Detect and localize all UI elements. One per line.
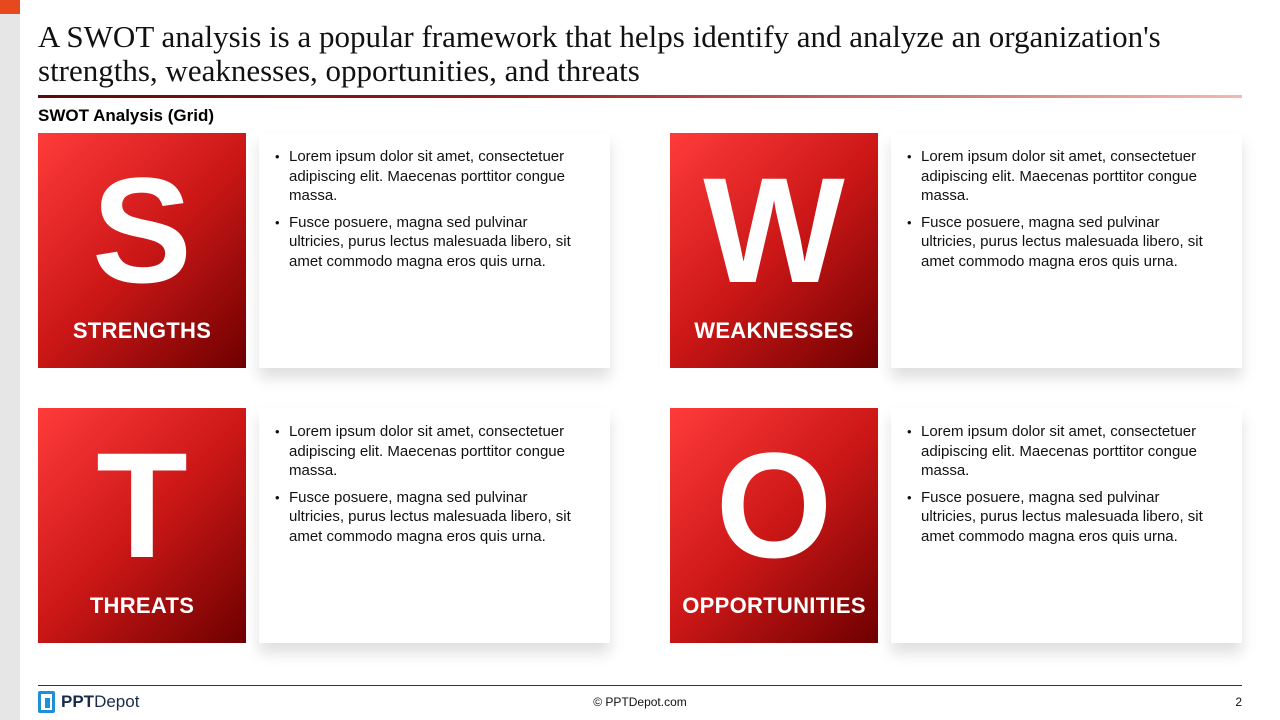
- bullet-item: • Fusce posuere, magna sed pulvinar ultricies, purus lectus malesuada libero, sit amet commodo magna eros quis urna.: [289, 488, 580, 547]
- accent-tab: [0, 0, 20, 14]
- bullet-item: • Fusce posuere, magna sed pulvinar ultricies, purus lectus malesuada libero, sit amet commodo magna eros quis urna.: [921, 213, 1212, 272]
- strengths-card: [259, 133, 610, 368]
- page-subtitle: SWOT Analysis (Grid): [38, 106, 215, 125]
- bullet-item: • Lorem ipsum dolor sit amet, consectetuer adipiscing elit. Maecenas porttitor congue massa.: [289, 422, 580, 481]
- strengths-tile: [38, 133, 246, 368]
- page-number: 2: [1235, 695, 1242, 709]
- footer-divider: [38, 685, 1242, 686]
- weaknesses-bullets: [891, 133, 1242, 271]
- threats-tile: [38, 408, 246, 643]
- opportunities-label: OPPORTUNITIES: [682, 593, 866, 618]
- strengths-label: STRENGTHS: [72, 318, 212, 343]
- threats-label: THREATS: [89, 593, 195, 618]
- page-title: A SWOT analysis is a popular framework that helps identify and analyze an organization's strengths, weaknesses, opportunities, and threats: [38, 19, 1161, 88]
- threats-letter: T: [96, 421, 188, 589]
- opportunities-letter: O: [715, 421, 833, 589]
- bullet-item: • Fusce posuere, magna sed pulvinar ultricies, purus lectus malesuada libero, sit amet commodo magna eros quis urna.: [289, 213, 580, 272]
- opportunities-card: [891, 408, 1242, 643]
- bullet-item: • Lorem ipsum dolor sit amet, consectetuer adipiscing elit. Maecenas porttitor congue massa.: [289, 147, 580, 206]
- weaknesses-tile: [670, 133, 878, 368]
- title-divider: [38, 95, 1242, 98]
- bullet-item: • Lorem ipsum dolor sit amet, consectetuer adipiscing elit. Maecenas porttitor congue massa.: [921, 422, 1212, 481]
- logo-text-regular: Depot: [94, 692, 140, 711]
- strengths-letter: S: [91, 146, 193, 314]
- bullet-item: • Fusce posuere, magna sed pulvinar ultricies, purus lectus malesuada libero, sit amet commodo magna eros quis urna.: [921, 488, 1212, 547]
- logo-text-bold: PPT: [61, 692, 95, 711]
- strengths-bullets: [259, 133, 610, 271]
- weaknesses-label: WEAKNESSES: [694, 318, 854, 343]
- footer-copyright: © PPTDepot.com: [593, 695, 687, 709]
- weaknesses-card: [891, 133, 1242, 368]
- opportunities-bullets: [891, 408, 1242, 546]
- threats-bullets: [259, 408, 610, 546]
- weaknesses-letter: W: [703, 146, 845, 314]
- left-strip: [0, 0, 20, 720]
- opportunities-tile: [670, 408, 878, 643]
- threats-card: [259, 408, 610, 643]
- bullet-item: • Lorem ipsum dolor sit amet, consectetuer adipiscing elit. Maecenas porttitor congue massa.: [921, 147, 1212, 206]
